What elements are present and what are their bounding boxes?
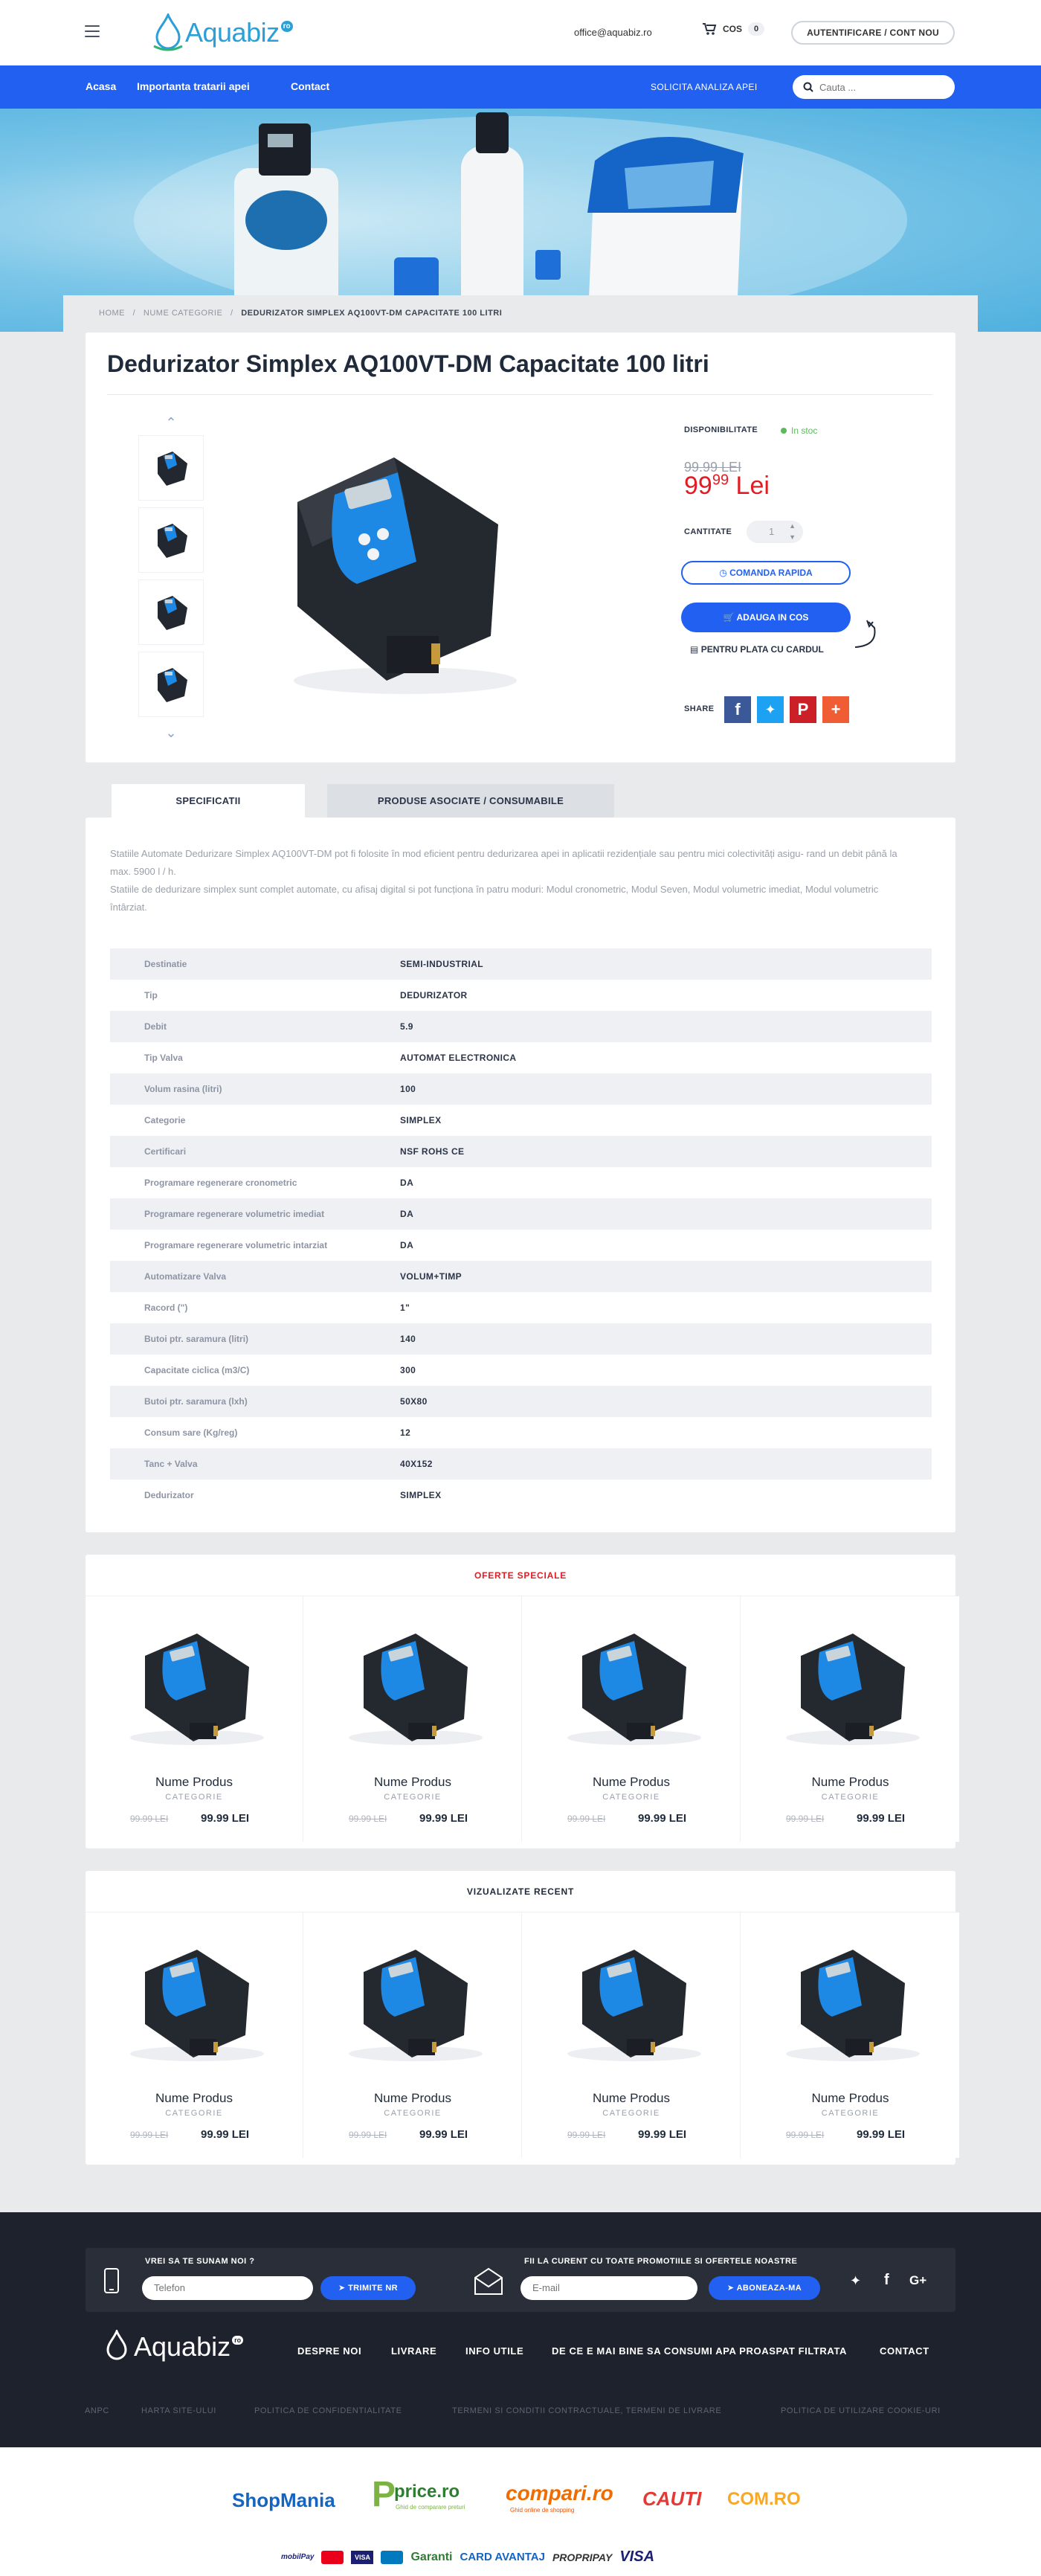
product-name[interactable]: Nume Produs: [811, 1775, 889, 1789]
breadcrumb-category[interactable]: NUME CATEGORIE: [143, 309, 223, 318]
send-number-button[interactable]: ➤ TRIMITE NR: [320, 2276, 416, 2300]
product-old-price: 99.99 LEI: [786, 2130, 825, 2140]
product-name[interactable]: Nume Produs: [593, 2091, 670, 2105]
spec-value: SIMPLEX: [400, 1115, 442, 1125]
send-icon: ➤: [338, 2284, 346, 2293]
add-to-cart-button[interactable]: 🛒 ADAUGA IN COS: [681, 603, 851, 632]
special-offers-title: OFERTE SPECIALE: [86, 1555, 955, 1596]
pricero-logo[interactable]: P price.ro Ghid de comparare preturi: [372, 2475, 465, 2514]
phone-icon: [103, 2267, 120, 2294]
product-price: 99.99 LEI: [201, 2128, 250, 2141]
breadcrumb-separator: /: [231, 309, 233, 318]
product-card[interactable]: [304, 1912, 522, 2158]
spec-key: Programare regenerare volumetric intarziat: [144, 1240, 328, 1250]
footer-link-terms[interactable]: TERMENI SI CONDITII CONTRACTUALE, TERMENI DE LIVRARE: [452, 2406, 722, 2415]
footer-link-filtered-water[interactable]: DE CE E MAI BINE SA CONSUMI APA PROASPAT FILTRATA: [552, 2345, 848, 2357]
compari-logo[interactable]: compari.ro Ghid online de shopping: [506, 2482, 613, 2514]
tab-specifications[interactable]: SPECIFICATII: [112, 784, 305, 818]
product-image: [552, 1619, 711, 1753]
footer-link-privacy[interactable]: POLITICA DE CONFIDENTIALITATE: [254, 2406, 402, 2415]
main-navigation: [0, 65, 1041, 109]
partners-bar: [0, 2447, 1041, 2576]
product-name[interactable]: Nume Produs: [374, 1775, 451, 1789]
product-old-price: 99.99 LEI: [567, 1814, 606, 1824]
product-card[interactable]: [741, 1596, 959, 1842]
spec-value: 140: [400, 1334, 416, 1344]
spec-value: VOLUM+TIMP: [400, 1271, 463, 1282]
product-name[interactable]: Nume Produs: [593, 1775, 670, 1789]
spec-value: DA: [400, 1240, 414, 1250]
breadcrumb-current: DEDURIZATOR SIMPLEX AQ100VT-DM CAPACITATE 100 LITRI: [241, 309, 503, 318]
recently-viewed-title: VIZUALIZATE RECENT: [86, 1871, 955, 1912]
facebook-icon[interactable]: f: [884, 2272, 889, 2288]
product-image: [334, 1935, 492, 2069]
chevron-up-icon[interactable]: ⌃: [165, 415, 177, 430]
footer-link-cookies[interactable]: POLITICA DE UTILIZARE COOKIE-URI: [781, 2406, 941, 2415]
quick-order-button[interactable]: ◷ COMANDA RAPIDA: [681, 561, 851, 585]
spec-key: Debit: [144, 1021, 167, 1032]
facebook-icon[interactable]: f: [724, 696, 751, 723]
page-title: Dedurizator Simplex AQ100VT-DM Capacitate 100 litri: [107, 350, 709, 377]
product-image: [115, 1619, 274, 1753]
product-main-image: [245, 413, 558, 725]
product-price: 99.99 LEI: [638, 2128, 687, 2141]
maestro-icon: [381, 2551, 403, 2564]
valve-icon: [147, 516, 195, 564]
phone-input[interactable]: [142, 2276, 313, 2300]
footer-link-info[interactable]: INFO UTILE: [465, 2345, 524, 2357]
product-old-price: 99.99 LEI: [130, 2130, 169, 2140]
nav-item-home[interactable]: Acasa: [86, 80, 117, 92]
comro-logo[interactable]: COM.RO: [727, 2489, 801, 2509]
credit-card-icon: ▤: [690, 644, 699, 655]
nav-item-water-treatment[interactable]: Importanta tratarii apei: [137, 80, 250, 92]
cart-label: COS: [723, 24, 743, 34]
logo-badge: ro: [281, 21, 293, 32]
spec-key: Tip: [144, 990, 158, 1000]
nav-item-contact[interactable]: Contact: [291, 80, 330, 92]
spec-value: 300: [400, 1365, 416, 1375]
spec-key: Consum sare (Kg/reg): [144, 1427, 238, 1438]
product-image: [771, 1619, 929, 1753]
spec-key: Tanc + Valva: [144, 1459, 198, 1469]
product-price: 99.99 LEI: [419, 1812, 468, 1825]
spec-value: 1": [400, 1303, 410, 1313]
product-price: 99.99 LEI: [419, 2128, 468, 2141]
footer-logo-badge: ro: [232, 2336, 243, 2345]
valve-icon: [147, 588, 195, 636]
spec-value: 5.9: [400, 1021, 413, 1032]
newsletter-bar: [86, 2248, 955, 2312]
product-price: 99.99 LEI: [857, 2128, 906, 2141]
propripay-logo: PROPRIPAY: [552, 2551, 613, 2563]
spec-row: [110, 1417, 932, 1448]
spec-row: [110, 1011, 932, 1042]
spec-key: Volum rasina (litri): [144, 1084, 222, 1094]
old-price: 99.99 LEI: [684, 460, 742, 475]
menu-icon[interactable]: [85, 25, 100, 37]
clock-icon: ◷: [719, 568, 727, 578]
twitter-icon[interactable]: ✦: [757, 696, 784, 723]
water-drop-icon: [151, 13, 185, 52]
spec-row: [110, 1105, 932, 1136]
product-name[interactable]: Nume Produs: [155, 1775, 233, 1789]
spec-key: Certificari: [144, 1146, 187, 1157]
spec-value: SIMPLEX: [400, 1490, 442, 1500]
spec-key: Butoi ptr. saramura (lxh): [144, 1396, 248, 1407]
google-plus-icon[interactable]: G+: [909, 2273, 927, 2287]
cart-icon: [702, 22, 717, 36]
subscribe-button[interactable]: ➤ ABONEAZA-MA: [709, 2276, 820, 2300]
spec-key: Racord ("): [144, 1303, 188, 1313]
product-name[interactable]: Nume Produs: [811, 2091, 889, 2105]
product-category: CATEGORIE: [821, 2109, 880, 2118]
payment-methods: [281, 2548, 654, 2566]
product-category: CATEGORIE: [602, 2109, 660, 2118]
product-category: CATEGORIE: [384, 2109, 442, 2118]
spec-row: [110, 948, 932, 980]
water-drop-icon: [104, 2330, 129, 2364]
gallery-thumbnail[interactable]: [138, 579, 204, 645]
gallery-thumbnail[interactable]: [138, 435, 204, 501]
product-name[interactable]: Nume Produs: [374, 2091, 451, 2105]
spec-value: AUTOMAT ELECTRONICA: [400, 1053, 517, 1063]
price-logo-mark: P: [372, 2475, 396, 2514]
current-price: $99^{99}$ Lei: [684, 472, 770, 500]
spec-row: [110, 1042, 932, 1073]
status-dot-icon: [781, 428, 787, 434]
product-name[interactable]: Nume Produs: [155, 2091, 233, 2105]
spec-row: [110, 1448, 932, 1480]
pinterest-icon[interactable]: P: [790, 696, 816, 723]
spec-row: [110, 1136, 932, 1167]
tab-related-products[interactable]: PRODUSE ASOCIATE / CONSUMABILE: [327, 784, 614, 818]
product-category: CATEGORIE: [384, 1793, 442, 1802]
visa-icon: VISA: [351, 2551, 373, 2564]
send-icon: ➤: [726, 2284, 735, 2293]
spec-key: Programare regenerare volumetric imediat: [144, 1209, 325, 1219]
spec-row: [110, 1073, 932, 1105]
gallery-thumbnail[interactable]: [138, 507, 204, 573]
product-card[interactable]: [86, 1912, 303, 2158]
card-avantaj-logo: CARD AVANTAJ: [460, 2551, 545, 2563]
product-category: CATEGORIE: [165, 2109, 223, 2118]
cart-count-badge: 0: [748, 22, 764, 36]
search-icon[interactable]: [803, 82, 813, 92]
product-category: CATEGORIE: [165, 1793, 223, 1802]
product-old-price: 99.99 LEI: [567, 2130, 606, 2140]
account-button[interactable]: AUTENTIFICARE / CONT NOU: [791, 21, 955, 45]
product-price: 99.99 LEI: [201, 1812, 250, 1825]
product-category: CATEGORIE: [821, 1793, 880, 1802]
cart-button[interactable]: [702, 22, 764, 36]
product-image: [334, 1619, 492, 1753]
spec-row: [110, 1292, 932, 1323]
footer-link-delivery[interactable]: LIVRARE: [391, 2345, 437, 2357]
valve-icon: [147, 661, 195, 708]
description-paragraph: Statiile de dedurizare simplex sunt complet automate, cu afisaj digital si pot funcționa în patru moduri: Modul cronometric, Modul Seven, Modul volumetric imediat, Modul volumetric întârziat.: [110, 884, 879, 913]
spec-value: DEDURIZATOR: [400, 990, 468, 1000]
breadcrumb-home[interactable]: HOME: [99, 309, 125, 318]
share-label: SHARE: [684, 704, 715, 713]
divider: [107, 394, 932, 395]
water-analysis-link[interactable]: SOLICITA ANALIZA APEI: [651, 82, 758, 92]
spec-row: [110, 1480, 932, 1511]
quantity-stepper[interactable]: 1 ▲ ▼: [747, 521, 803, 543]
envelope-icon: [472, 2266, 505, 2296]
twitter-icon[interactable]: ✦: [850, 2273, 862, 2288]
product-image: [552, 1935, 711, 2069]
curved-arrow-icon: [848, 617, 882, 652]
spec-row: [110, 1230, 932, 1261]
spec-key: Destinatie: [144, 959, 187, 969]
mobilpay-logo: mobilPay: [281, 2553, 315, 2561]
spec-key: Tip Valva: [144, 1053, 183, 1063]
logo-text: Aquabiz: [185, 17, 280, 48]
chevron-down-icon[interactable]: ⌄: [165, 725, 177, 740]
product-image: [115, 1935, 274, 2069]
product-card[interactable]: [523, 1912, 741, 2158]
footer-link-sitemap[interactable]: HARTA SITE-ULUI: [141, 2406, 216, 2415]
spec-key: Dedurizator: [144, 1490, 194, 1500]
breadcrumb-separator: /: [132, 309, 136, 318]
product-old-price: 99.99 LEI: [349, 1814, 387, 1824]
callback-title: VREI SA TE SUNAM NOI ?: [145, 2257, 255, 2266]
footer-link-about[interactable]: DESPRE NOI: [297, 2345, 362, 2357]
newsletter-title: FII LA CURENT CU TOATE PROMOTIILE SI OFERTELE NOASTRE: [524, 2257, 798, 2266]
footer-link-anpc[interactable]: ANPC: [85, 2406, 109, 2415]
availability-label: DISPONIBILITATE: [684, 425, 758, 434]
add-share-icon[interactable]: +: [822, 696, 849, 723]
product-card[interactable]: [741, 1912, 959, 2158]
product-card[interactable]: [304, 1596, 522, 1842]
spec-row: [110, 1167, 932, 1198]
spec-key: Categorie: [144, 1115, 186, 1125]
spec-value: DA: [400, 1209, 414, 1219]
site-logo[interactable]: [151, 12, 293, 54]
spec-value: 100: [400, 1084, 416, 1094]
footer-link-contact[interactable]: CONTACT: [880, 2345, 929, 2357]
spec-value: 12: [400, 1427, 411, 1438]
product-card[interactable]: [523, 1596, 741, 1842]
card-payment-link[interactable]: ▤ PENTRU PLATA CU CARDUL: [690, 644, 824, 655]
product-card[interactable]: [86, 1596, 303, 1842]
spec-key: Automatizare Valva: [144, 1271, 227, 1282]
spec-value: SEMI-INDUSTRIAL: [400, 959, 483, 969]
spec-value: NSF ROHS CE: [400, 1146, 465, 1157]
footer-logo-text: Aquabiz: [134, 2331, 231, 2362]
breadcrumb: [63, 295, 978, 333]
spec-key: Programare regenerare cronometric: [144, 1178, 297, 1188]
spec-row: [110, 1261, 932, 1292]
product-image: [771, 1935, 929, 2069]
stepper-arrows-icon[interactable]: ▲ ▼: [789, 522, 796, 541]
garanti-logo: Garanti: [410, 2550, 453, 2563]
email-input[interactable]: [520, 2276, 697, 2300]
spec-value: DA: [400, 1178, 414, 1188]
spec-row: [110, 1198, 932, 1230]
shopmania-logo[interactable]: ShopMania: [232, 2489, 335, 2511]
contact-email[interactable]: office@aquabiz.ro: [574, 27, 652, 38]
spec-row: [110, 1323, 932, 1355]
spec-row: [110, 1386, 932, 1417]
quantity-label: CANTITATE: [684, 527, 732, 536]
spec-key: Capacitate ciclica (m3/C): [144, 1365, 250, 1375]
spec-key: Butoi ptr. saramura (litri): [144, 1334, 249, 1344]
gallery-thumbnail[interactable]: [138, 652, 204, 717]
product-old-price: 99.99 LEI: [349, 2130, 387, 2140]
product-old-price: 99.99 LEI: [130, 1814, 169, 1824]
description-paragraph: Statiile Automate Dedurizare Simplex AQ100VT-DM pot fi folosite în mod eficient pentru dedurizarea apei in aplicatii rezidențiale sau pentru mici colectivități asigu- rand un debit până la max. 5900 l / h.: [110, 848, 897, 877]
spec-row: [110, 980, 932, 1011]
footer-logo[interactable]: [104, 2328, 243, 2365]
site-header: [0, 0, 1041, 65]
product-price: 99.99 LEI: [857, 1812, 906, 1825]
spec-value: 50X80: [400, 1396, 428, 1407]
stock-status: In stoc: [781, 425, 817, 436]
search-box: [793, 75, 955, 99]
cauti-logo[interactable]: CAUTI: [642, 2487, 702, 2510]
spec-value: 40X152: [400, 1459, 433, 1469]
product-price: 99.99 LEI: [638, 1812, 687, 1825]
search-input[interactable]: [819, 82, 946, 93]
product-old-price: 99.99 LEI: [786, 1814, 825, 1824]
mastercard-icon: [321, 2551, 344, 2564]
cart-icon: 🛒: [723, 612, 735, 623]
spec-row: [110, 1355, 932, 1386]
product-description: [110, 845, 898, 916]
valve-icon: [147, 444, 195, 492]
product-category: CATEGORIE: [602, 1793, 660, 1802]
visa-logo: VISA: [619, 2548, 655, 2565]
